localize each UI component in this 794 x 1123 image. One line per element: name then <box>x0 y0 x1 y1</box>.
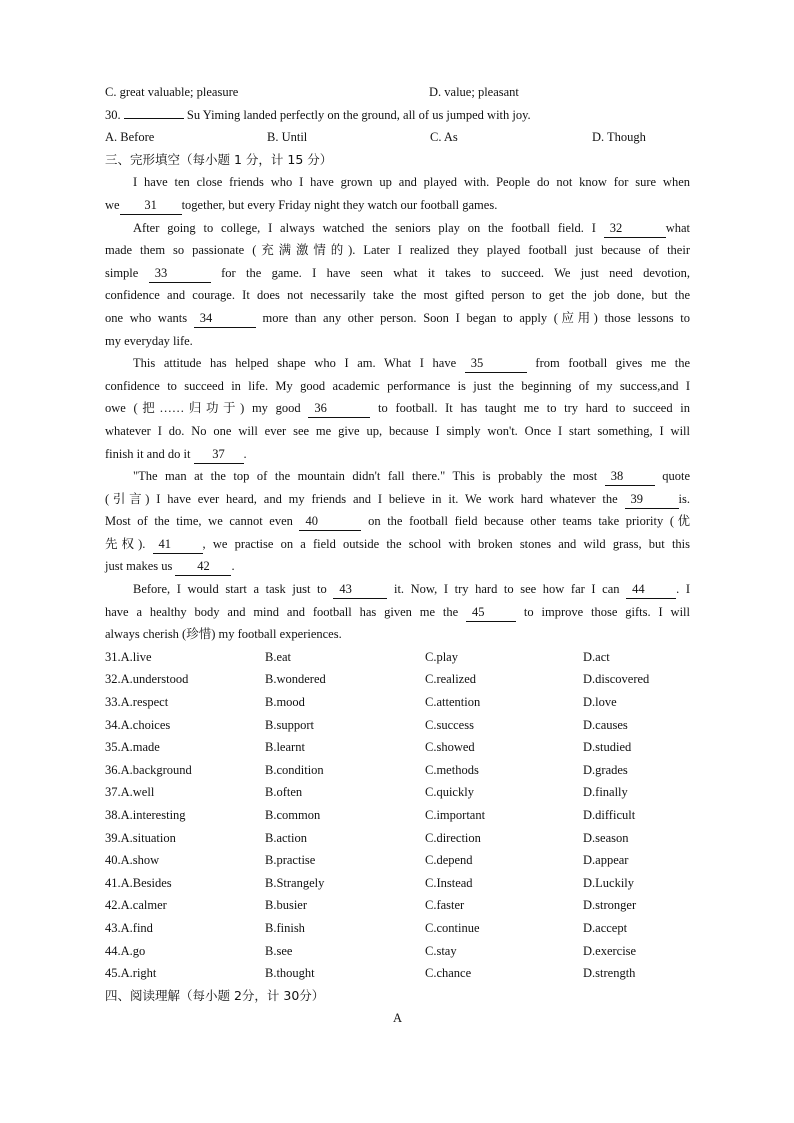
choice-a: 44.A.go <box>105 943 146 958</box>
blank-39: 39 <box>625 490 679 509</box>
choice-d: D.accept <box>583 920 628 935</box>
choice-a: 39.A.situation <box>105 830 176 845</box>
choice-d: D.discovered <box>583 672 650 687</box>
passage-text: more than any other person. Soon I began to apply (应用) those lessons to <box>262 310 690 325</box>
blank-38: 38 <box>605 467 655 486</box>
question-30 <box>105 104 690 127</box>
choice-c: C.attention <box>425 695 481 710</box>
passage-text: we <box>105 197 120 212</box>
passage-text: quote <box>662 469 690 484</box>
question-stem: Su Yiming landed perfectly on the ground, all of us jumped with joy. <box>186 107 531 122</box>
choice-d: D.appear <box>583 853 629 868</box>
passage-text: This attitude has helped shape who I am. What I have <box>133 356 457 371</box>
choice-a: 43.A.find <box>105 920 153 935</box>
choice-row <box>105 646 690 669</box>
choice-row <box>105 736 690 759</box>
choice-row <box>105 781 690 804</box>
choice-d: D.causes <box>583 717 628 732</box>
passage-text: . <box>231 559 235 574</box>
passage-line <box>105 465 690 488</box>
passage-text: (引言) I have ever heard, and my friends and I believe in it. We work hard whatever the <box>105 491 618 506</box>
choice-b: B.often <box>265 785 303 800</box>
passage-text: what <box>665 220 690 235</box>
choice-b: B.eat <box>265 649 292 664</box>
choice-b: B.see <box>265 943 293 958</box>
blank-42: 42 <box>175 557 231 576</box>
blank-44: 44 <box>626 580 676 599</box>
choice-b: B.thought <box>265 966 315 981</box>
choice-d: D.strength <box>583 966 636 981</box>
passage-text: owe (把……归功于) my good <box>105 401 301 416</box>
blank-33: 33 <box>149 264 211 283</box>
passage-line <box>105 262 690 285</box>
passage-text: Most of the time, we cannot even <box>105 514 293 529</box>
cloze-choices <box>105 646 690 985</box>
choice-c: C.continue <box>425 920 480 935</box>
choice-b: B.practise <box>265 853 316 868</box>
blank-40: 40 <box>299 512 361 531</box>
passage-text: . <box>243 446 247 461</box>
option-d: D. value; pleasant <box>429 85 519 99</box>
blank-36: 36 <box>308 399 370 418</box>
passage-line <box>105 307 690 330</box>
passage-text: simple <box>105 265 139 280</box>
passage-line: my everyday life. <box>105 333 193 348</box>
choice-d: D.act <box>583 649 610 664</box>
choice-c: C.methods <box>425 762 479 777</box>
choice-a: 32.A.understood <box>105 672 189 687</box>
choice-a: 41.A.Besides <box>105 875 172 890</box>
choice-row <box>105 691 690 714</box>
blank-37: 37 <box>194 445 244 464</box>
passage-line: made them so passionate (充满激情的). Later I realized they played football just because of their <box>105 243 690 258</box>
choice-b: B.Strangely <box>265 875 325 890</box>
choice-row <box>105 894 690 917</box>
blank-43: 43 <box>333 580 387 599</box>
choice-a: 31.A.live <box>105 649 152 664</box>
blank-45: 45 <box>466 603 516 622</box>
passage-line <box>105 601 690 624</box>
choice-row <box>105 714 690 737</box>
choice-b: B.common <box>265 808 321 822</box>
passage-line <box>105 397 690 420</box>
choice-b: B.wondered <box>265 672 326 687</box>
choice-a: 40.A.show <box>105 853 160 868</box>
option-c: C. great valuable; pleasure <box>105 85 239 99</box>
passage-text: , we practise on a field outside the school with broken stones and wild grass, but this <box>202 536 690 551</box>
passage-text: finish it and do it <box>105 446 191 461</box>
choice-b: B.mood <box>265 695 305 710</box>
passage-line <box>105 217 690 240</box>
choice-a: 33.A.respect <box>105 695 169 710</box>
passage-line: always cherish (珍惜) my football experiences. <box>105 627 342 642</box>
passage-text: for the game. I have seen what it takes to succeed. We just need devotion, <box>221 265 690 280</box>
passage-text: have a healthy body and mind and football has given me the <box>105 604 459 619</box>
choice-d: D.stronger <box>583 898 637 913</box>
passage-text: . I <box>676 582 690 597</box>
choice-c: C.important <box>425 808 486 822</box>
passage-line <box>105 578 690 601</box>
choice-c: C.chance <box>425 966 472 981</box>
passage-text: from football gives me the <box>535 356 690 371</box>
choice-c: C.depend <box>425 853 473 868</box>
section-3-heading: 三、完形填空（每小题 1 分，计 15 分） <box>105 151 333 167</box>
passage-text: to improve those gifts. I will <box>523 604 690 619</box>
section-4-heading: 四、阅读理解（每小题 2分，计 30分） <box>105 987 325 1003</box>
q29-options-cd <box>105 81 690 104</box>
passage-text: together, but every Friday night they watch our football games. <box>181 197 498 212</box>
passage-text: "The man at the top of the mountain didn't fall there." This is probably the most <box>133 469 598 484</box>
choice-c: C.Instead <box>425 875 473 890</box>
option-a: A. Before <box>105 130 155 145</box>
choice-c: C.play <box>425 649 458 664</box>
choice-d: D.finally <box>583 785 628 800</box>
passage-text: to football. It has taught me to try hard to succeed in <box>378 401 690 416</box>
passage-line <box>105 510 690 533</box>
option-d: D. Though <box>592 130 646 145</box>
choice-c: C.stay <box>425 943 457 958</box>
passage-line <box>105 488 690 511</box>
choice-c: C.faster <box>425 898 465 913</box>
choice-c: C.direction <box>425 830 481 845</box>
choice-row <box>105 940 690 963</box>
choice-row <box>105 917 690 940</box>
passage-line: confidence and courage. It does not necessarily take the most gifted person to get the job done, but the <box>105 288 690 303</box>
choice-b: B.busier <box>265 898 308 913</box>
choice-a: 45.A.right <box>105 966 157 981</box>
passage-line: I have ten close friends who I have grown up and played with. People do not know for sure when <box>133 175 690 190</box>
option-c: C. As <box>430 130 458 145</box>
choice-row <box>105 849 690 872</box>
passage-text: Before, I would start a task just to <box>133 582 327 597</box>
passage-line <box>105 194 690 217</box>
passage-label: A <box>392 1011 403 1026</box>
choice-row <box>105 962 690 985</box>
choice-d: D.grades <box>583 762 628 777</box>
answer-blank <box>124 118 184 119</box>
choice-a: 36.A.background <box>105 762 192 777</box>
choice-c: C.success <box>425 717 474 732</box>
choice-a: 38.A.interesting <box>105 808 186 822</box>
choice-d: D.season <box>583 830 629 845</box>
passage-text: it. Now, I try hard to see how far I can <box>393 582 620 597</box>
choice-b: B.condition <box>265 762 324 777</box>
blank-32: 32 <box>604 219 666 238</box>
choice-row <box>105 759 690 782</box>
blank-35: 35 <box>465 354 527 373</box>
passage-text: After going to college, I always watched the seniors play on the football field. I <box>133 220 596 235</box>
blank-34: 34 <box>194 309 256 328</box>
choice-row <box>105 804 690 827</box>
choice-a: 37.A.well <box>105 785 155 800</box>
choice-a: 34.A.choices <box>105 717 171 732</box>
choice-d: D.studied <box>583 740 632 755</box>
cloze-passage <box>105 171 690 645</box>
choice-a: 42.A.calmer <box>105 898 167 913</box>
passage-text: on the football field because other teams take priority (优 <box>368 514 690 529</box>
option-b: B. Until <box>267 130 308 145</box>
question-30-options <box>105 126 690 149</box>
choice-row <box>105 827 690 850</box>
passage-line <box>105 533 690 556</box>
choice-c: C.realized <box>425 672 477 687</box>
choice-d: D.love <box>583 695 617 710</box>
passage-line <box>105 352 690 375</box>
choice-c: C.quickly <box>425 785 474 800</box>
choice-b: B.learnt <box>265 740 305 755</box>
question-number: 30. <box>105 107 121 122</box>
choice-b: B.support <box>265 717 314 732</box>
choice-d: D.difficult <box>583 808 636 822</box>
passage-text: is. <box>678 491 690 506</box>
choice-b: B.finish <box>265 920 305 935</box>
exam-page <box>105 81 690 1030</box>
choice-row <box>105 668 690 691</box>
passage-line <box>105 443 690 466</box>
blank-31: 31 <box>120 196 182 215</box>
passage-line: confidence to succeed in life. My good academic performance is just the beginning of my success,and I <box>105 378 690 393</box>
passage-text: just makes us <box>105 559 173 574</box>
passage-line <box>105 555 690 578</box>
choice-b: B.action <box>265 830 308 845</box>
passage-line: whatever I do. No one will ever see me give up, because I simply won't. Once I start something, I will <box>105 423 690 438</box>
choice-d: D.exercise <box>583 943 637 958</box>
choice-c: C.showed <box>425 740 475 755</box>
passage-text: 先权). <box>105 536 146 551</box>
passage-text: one who wants <box>105 310 188 325</box>
choice-d: D.Luckily <box>583 875 635 890</box>
choice-row <box>105 872 690 895</box>
blank-41: 41 <box>153 535 203 554</box>
choice-a: 35.A.made <box>105 740 160 755</box>
